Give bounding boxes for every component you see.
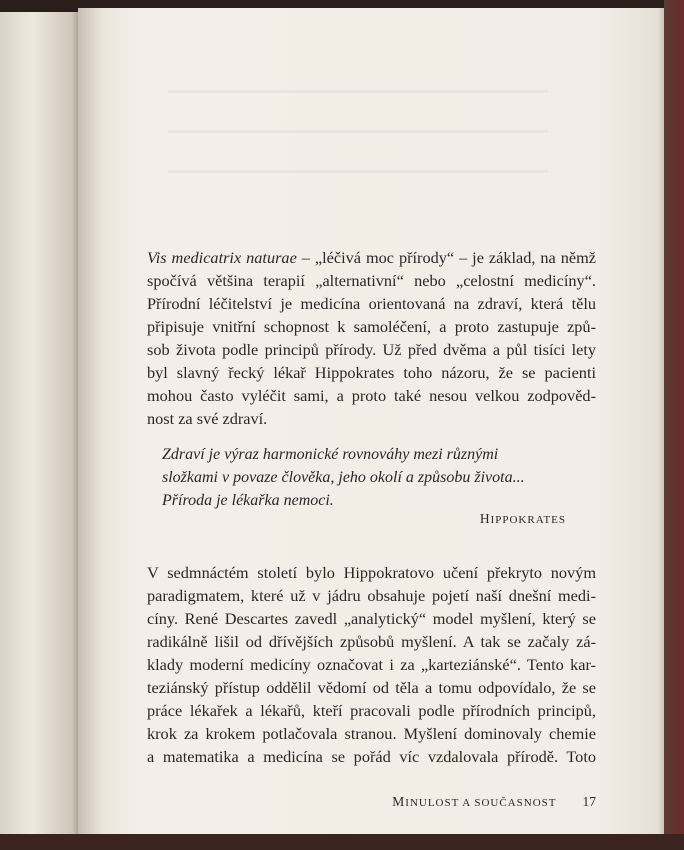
- book-cover-edge: [664, 0, 684, 850]
- quote-line: Příroda je lékařka nemoci.: [162, 492, 334, 509]
- text-line: práce lékařek a lékařů, kteří pracovali podle přírodních principů,: [147, 701, 596, 720]
- running-footer: [392, 794, 556, 810]
- text-line: nost za své zdraví.: [147, 409, 268, 428]
- text-line: krok za krokem potlačovala stranou. Myšlení dominovaly chemie: [147, 724, 596, 743]
- text-line: klady moderní medicíny označovat i za „karteziánské“. Tento kar-: [147, 655, 596, 674]
- text-line: radikálně lišil od dřívějších způsobů myšlení. A tak se začaly zá-: [147, 632, 596, 651]
- quote-line: složkami v povaze člověka, jeho okolí a způsobu života...: [162, 469, 525, 486]
- attribution-initial: H: [479, 511, 491, 526]
- text-line: byl slavný řecký lékař Hippokrates toho názoru, že se pacienti: [147, 363, 596, 382]
- latin-phrase: Vis medicatrix naturae: [147, 248, 297, 267]
- text-line: paradigmatem, které už v jádru obsahuje pojetí naší dnešní medi-: [147, 586, 596, 605]
- text-line: mohou často vyléčit sami, a proto také nesou velkou zodpověd-: [147, 386, 596, 405]
- text-line: Přírodní léčitelství je medicína orientovaná na zdraví, která tělu: [147, 294, 596, 313]
- quote-line: Zdraví je výraz harmonické rovnováhy mezi různými: [162, 446, 499, 463]
- footer-title: INULOST A SOUČASNOST: [405, 797, 557, 809]
- text-line: sob života podle principů přírody. Už před dvěma a půl tisíci lety: [147, 340, 596, 359]
- page-number: 17: [582, 794, 596, 809]
- book-bottom-edge: [0, 834, 684, 850]
- footer-initial: M: [392, 794, 406, 809]
- left-page-edge: [0, 12, 80, 837]
- quote-attribution: [480, 511, 566, 527]
- text-line: [147, 248, 596, 268]
- text-line: a matematika a medicína se pořád víc vzdalovala přírodě. Toto: [147, 747, 596, 766]
- show-through-text: [168, 170, 548, 173]
- page-footer: [392, 794, 596, 810]
- text-span: – „léčivá moc přírody“ – je základ, na němž: [296, 248, 597, 267]
- text-line: cíny. René Descartes zavedl „analytický“ model myšlení, který se: [147, 609, 596, 628]
- text-line: V sedmnáctém století bylo Hippokratovo učení překryto novým: [147, 563, 596, 582]
- show-through-text: [168, 90, 548, 93]
- text-line: spočívá většina terapií „alternativní“ nebo „celostní medicíny“.: [147, 271, 596, 290]
- text-line: teziánský přístup oddělil vědomí od těla a tomu odpovídalo, že se: [147, 678, 596, 697]
- attribution-rest: IPPOKRATES: [490, 514, 566, 526]
- show-through-text: [168, 130, 548, 133]
- text-line: připisuje vnitřní schopnost k samoléčení, a proto zastupuje způ-: [147, 317, 596, 336]
